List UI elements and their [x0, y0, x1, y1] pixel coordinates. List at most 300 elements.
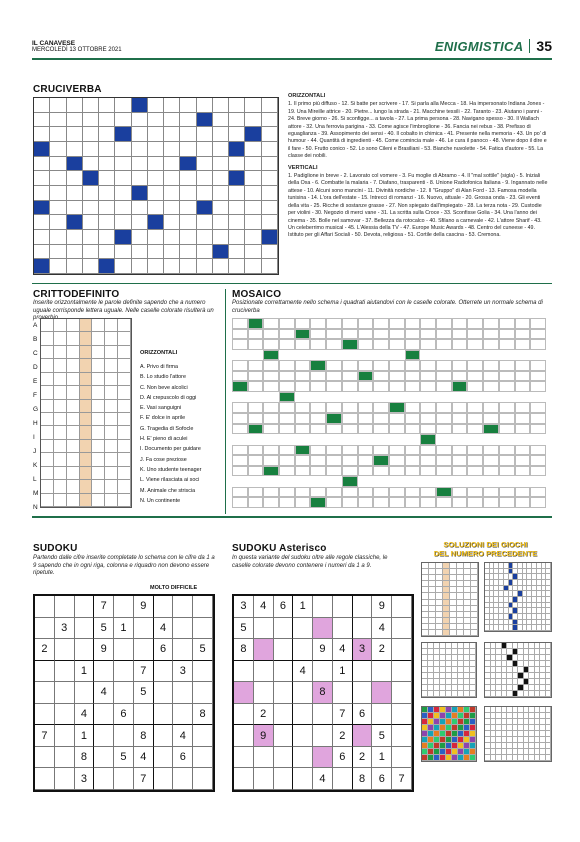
crossword-cell[interactable]: [164, 201, 180, 216]
sudoku-cell[interactable]: [35, 768, 55, 790]
crittodefinito-cell[interactable]: [67, 440, 80, 453]
sudoku-asterisco-cell[interactable]: [293, 768, 313, 790]
crittodefinito-highlight-cell[interactable]: [80, 480, 93, 493]
crossword-cell[interactable]: [164, 230, 180, 245]
crossword-cell[interactable]: [245, 171, 261, 186]
crittodefinito-cell[interactable]: [67, 332, 80, 345]
crossword-cell[interactable]: [67, 259, 83, 274]
sudoku-asterisco-cell[interactable]: [293, 639, 313, 661]
crossword-cell[interactable]: [132, 157, 148, 172]
crossword-cell[interactable]: [34, 245, 50, 260]
crossword-cell[interactable]: [83, 230, 99, 245]
crossword-cell[interactable]: [83, 142, 99, 157]
sudoku-asterisco-cell[interactable]: [353, 725, 373, 747]
crossword-cell[interactable]: [180, 215, 196, 230]
sudoku-cell[interactable]: [134, 704, 154, 726]
crossword-cell[interactable]: [262, 259, 278, 274]
crittodefinito-cell[interactable]: [41, 426, 54, 439]
crittodefinito-cell[interactable]: [54, 440, 67, 453]
crossword-cell[interactable]: [262, 171, 278, 186]
sudoku-cell[interactable]: [193, 682, 213, 704]
sudoku-cell[interactable]: [75, 618, 95, 640]
sudoku-asterisco-cell[interactable]: [353, 618, 373, 640]
crittodefinito-cell[interactable]: [92, 413, 105, 426]
crittodefinito-cell[interactable]: [54, 413, 67, 426]
crittodefinito-cell[interactable]: [41, 480, 54, 493]
crittodefinito-cell[interactable]: [54, 400, 67, 413]
crossword-cell[interactable]: [148, 245, 164, 260]
crossword-cell[interactable]: [148, 127, 164, 142]
crossword-cell[interactable]: [83, 215, 99, 230]
crossword-cell[interactable]: [164, 186, 180, 201]
sudoku-asterisco-cell[interactable]: [234, 768, 254, 790]
sudoku-asterisco-cell[interactable]: [234, 682, 254, 704]
crittodefinito-cell[interactable]: [54, 467, 67, 480]
crittodefinito-cell[interactable]: [105, 359, 118, 372]
sudoku-cell[interactable]: [35, 747, 55, 769]
crittodefinito-cell[interactable]: [41, 359, 54, 372]
crittodefinito-highlight-cell[interactable]: [80, 373, 93, 386]
sudoku-cell[interactable]: [193, 768, 213, 790]
crossword-cell[interactable]: [197, 245, 213, 260]
crittodefinito-cell[interactable]: [54, 346, 67, 359]
crittodefinito-cell[interactable]: [41, 413, 54, 426]
crossword-cell[interactable]: [115, 113, 131, 128]
crossword-cell[interactable]: [180, 201, 196, 216]
crossword-cell[interactable]: [197, 215, 213, 230]
sudoku-asterisco-cell[interactable]: [333, 768, 353, 790]
sudoku-cell[interactable]: [154, 682, 174, 704]
crossword-cell[interactable]: [99, 171, 115, 186]
crittodefinito-cell[interactable]: [67, 480, 80, 493]
crittodefinito-cell[interactable]: [92, 319, 105, 332]
crossword-cell[interactable]: [262, 201, 278, 216]
crittodefinito-cell[interactable]: [92, 453, 105, 466]
sudoku-asterisco-cell[interactable]: [353, 596, 373, 618]
crossword-cell[interactable]: [213, 157, 229, 172]
sudoku-cell[interactable]: [35, 704, 55, 726]
crossword-cell[interactable]: [115, 142, 131, 157]
crossword-cell[interactable]: [229, 259, 245, 274]
crossword-cell[interactable]: [99, 201, 115, 216]
crossword-cell[interactable]: [148, 186, 164, 201]
sudoku-asterisco-cell[interactable]: [274, 704, 294, 726]
crittodefinito-highlight-cell[interactable]: [80, 319, 93, 332]
crossword-cell[interactable]: [245, 215, 261, 230]
sudoku-asterisco-cell[interactable]: [333, 682, 353, 704]
crossword-cell[interactable]: [197, 142, 213, 157]
sudoku-cell[interactable]: [114, 596, 134, 618]
crittodefinito-cell[interactable]: [118, 453, 131, 466]
crossword-cell[interactable]: [132, 171, 148, 186]
crossword-cell[interactable]: [262, 215, 278, 230]
crossword-cell[interactable]: [148, 259, 164, 274]
sudoku-cell[interactable]: [193, 747, 213, 769]
crossword-cell[interactable]: [50, 186, 66, 201]
crittodefinito-cell[interactable]: [54, 426, 67, 439]
crittodefinito-cell[interactable]: [105, 332, 118, 345]
crittodefinito-highlight-cell[interactable]: [80, 426, 93, 439]
crittodefinito-cell[interactable]: [105, 413, 118, 426]
crittodefinito-cell[interactable]: [41, 453, 54, 466]
crossword-cell[interactable]: [164, 113, 180, 128]
sudoku-cell[interactable]: [134, 618, 154, 640]
sudoku-cell[interactable]: [134, 639, 154, 661]
crossword-cell[interactable]: [180, 245, 196, 260]
sudoku-grid[interactable]: [33, 594, 215, 792]
crittodefinito-cell[interactable]: [54, 480, 67, 493]
crossword-cell[interactable]: [164, 127, 180, 142]
crittodefinito-cell[interactable]: [92, 332, 105, 345]
crossword-cell[interactable]: [99, 127, 115, 142]
crossword-cell[interactable]: [50, 113, 66, 128]
crossword-cell[interactable]: [99, 230, 115, 245]
sudoku-cell[interactable]: [94, 747, 114, 769]
sudoku-asterisco-cell[interactable]: [274, 618, 294, 640]
crossword-cell[interactable]: [132, 142, 148, 157]
sudoku-asterisco-cell[interactable]: [293, 725, 313, 747]
crittodefinito-cell[interactable]: [67, 373, 80, 386]
crossword-cell[interactable]: [148, 157, 164, 172]
crittodefinito-cell[interactable]: [118, 480, 131, 493]
sudoku-asterisco-cell[interactable]: [293, 704, 313, 726]
crossword-cell[interactable]: [99, 142, 115, 157]
crittodefinito-cell[interactable]: [105, 480, 118, 493]
crittodefinito-cell[interactable]: [67, 426, 80, 439]
crittodefinito-cell[interactable]: [105, 467, 118, 480]
crossword-cell[interactable]: [99, 98, 115, 113]
crittodefinito-highlight-cell[interactable]: [80, 359, 93, 372]
crossword-cell[interactable]: [34, 230, 50, 245]
crittodefinito-cell[interactable]: [105, 453, 118, 466]
crittodefinito-highlight-cell[interactable]: [80, 400, 93, 413]
crittodefinito-cell[interactable]: [118, 413, 131, 426]
crossword-cell[interactable]: [67, 186, 83, 201]
crossword-cell[interactable]: [180, 142, 196, 157]
crossword-cell[interactable]: [245, 201, 261, 216]
crossword-cell[interactable]: [50, 157, 66, 172]
crossword-cell[interactable]: [245, 259, 261, 274]
sudoku-cell[interactable]: [94, 661, 114, 683]
crossword-cell[interactable]: [115, 171, 131, 186]
crossword-cell[interactable]: [50, 171, 66, 186]
crittodefinito-cell[interactable]: [118, 319, 131, 332]
crossword-cell[interactable]: [50, 230, 66, 245]
crittodefinito-highlight-cell[interactable]: [80, 346, 93, 359]
crittodefinito-cell[interactable]: [54, 386, 67, 399]
crossword-cell[interactable]: [148, 98, 164, 113]
mosaico-grid[interactable]: [232, 318, 546, 508]
crittodefinito-highlight-cell[interactable]: [80, 386, 93, 399]
crossword-cell[interactable]: [213, 171, 229, 186]
sudoku-asterisco-cell[interactable]: [254, 682, 274, 704]
crossword-cell[interactable]: [34, 127, 50, 142]
crittodefinito-cell[interactable]: [67, 386, 80, 399]
sudoku-asterisco-cell[interactable]: [274, 768, 294, 790]
sudoku-cell[interactable]: [173, 704, 193, 726]
crossword-cell[interactable]: [229, 127, 245, 142]
sudoku-cell[interactable]: [154, 661, 174, 683]
crossword-cell[interactable]: [50, 142, 66, 157]
crittodefinito-cell[interactable]: [41, 467, 54, 480]
crittodefinito-cell[interactable]: [67, 319, 80, 332]
sudoku-asterisco-cell[interactable]: [234, 704, 254, 726]
crittodefinito-cell[interactable]: [41, 346, 54, 359]
crossword-cell[interactable]: [148, 230, 164, 245]
sudoku-asterisco-cell[interactable]: [333, 596, 353, 618]
crossword-cell[interactable]: [164, 98, 180, 113]
crossword-cell[interactable]: [262, 186, 278, 201]
sudoku-cell[interactable]: [154, 596, 174, 618]
sudoku-asterisco-cell[interactable]: [392, 725, 412, 747]
sudoku-asterisco-cell[interactable]: [313, 596, 333, 618]
crossword-cell[interactable]: [262, 157, 278, 172]
sudoku-cell[interactable]: [193, 725, 213, 747]
crossword-cell[interactable]: [197, 259, 213, 274]
crittodefinito-highlight-cell[interactable]: [80, 467, 93, 480]
crossword-cell[interactable]: [132, 215, 148, 230]
crittodefinito-cell[interactable]: [54, 332, 67, 345]
crittodefinito-cell[interactable]: [118, 400, 131, 413]
crittodefinito-cell[interactable]: [105, 426, 118, 439]
crossword-cell[interactable]: [229, 186, 245, 201]
crittodefinito-cell[interactable]: [54, 359, 67, 372]
sudoku-asterisco-cell[interactable]: [392, 747, 412, 769]
crossword-cell[interactable]: [34, 186, 50, 201]
crossword-cell[interactable]: [245, 157, 261, 172]
crossword-cell[interactable]: [245, 230, 261, 245]
sudoku-cell[interactable]: [94, 768, 114, 790]
sudoku-cell[interactable]: [173, 596, 193, 618]
crittodefinito-cell[interactable]: [54, 494, 67, 507]
sudoku-cell[interactable]: [114, 725, 134, 747]
sudoku-cell[interactable]: [75, 596, 95, 618]
crossword-cell[interactable]: [83, 98, 99, 113]
crossword-cell[interactable]: [67, 142, 83, 157]
crossword-cell[interactable]: [164, 215, 180, 230]
crossword-cell[interactable]: [148, 113, 164, 128]
crossword-grid[interactable]: [33, 97, 279, 275]
sudoku-cell[interactable]: [114, 661, 134, 683]
sudoku-cell[interactable]: [154, 704, 174, 726]
sudoku-cell[interactable]: [35, 661, 55, 683]
crossword-cell[interactable]: [180, 230, 196, 245]
crossword-cell[interactable]: [213, 201, 229, 216]
crossword-cell[interactable]: [99, 245, 115, 260]
sudoku-asterisco-cell[interactable]: [353, 682, 373, 704]
crittodefinito-cell[interactable]: [105, 494, 118, 507]
crittodefinito-cell[interactable]: [118, 332, 131, 345]
crittodefinito-grid[interactable]: [40, 318, 132, 508]
sudoku-asterisco-grid[interactable]: [232, 594, 414, 792]
crossword-cell[interactable]: [262, 142, 278, 157]
crossword-cell[interactable]: [229, 113, 245, 128]
crittodefinito-cell[interactable]: [67, 359, 80, 372]
crossword-cell[interactable]: [245, 186, 261, 201]
sudoku-asterisco-cell[interactable]: [372, 704, 392, 726]
crittodefinito-cell[interactable]: [118, 386, 131, 399]
sudoku-cell[interactable]: [193, 618, 213, 640]
crittodefinito-cell[interactable]: [54, 453, 67, 466]
crittodefinito-cell[interactable]: [41, 332, 54, 345]
sudoku-asterisco-cell[interactable]: [254, 747, 274, 769]
crittodefinito-cell[interactable]: [92, 494, 105, 507]
crossword-cell[interactable]: [213, 230, 229, 245]
crossword-cell[interactable]: [115, 186, 131, 201]
crittodefinito-cell[interactable]: [118, 440, 131, 453]
crossword-cell[interactable]: [164, 259, 180, 274]
crossword-cell[interactable]: [180, 171, 196, 186]
crittodefinito-cell[interactable]: [54, 319, 67, 332]
sudoku-cell[interactable]: [94, 704, 114, 726]
crossword-cell[interactable]: [213, 186, 229, 201]
crittodefinito-cell[interactable]: [92, 359, 105, 372]
sudoku-cell[interactable]: [173, 768, 193, 790]
crittodefinito-cell[interactable]: [118, 467, 131, 480]
sudoku-asterisco-cell[interactable]: [333, 618, 353, 640]
sudoku-asterisco-cell[interactable]: [313, 725, 333, 747]
crossword-cell[interactable]: [197, 157, 213, 172]
crittodefinito-highlight-cell[interactable]: [80, 332, 93, 345]
crossword-cell[interactable]: [34, 98, 50, 113]
sudoku-cell[interactable]: [55, 725, 75, 747]
sudoku-asterisco-cell[interactable]: [372, 661, 392, 683]
sudoku-cell[interactable]: [35, 682, 55, 704]
crossword-cell[interactable]: [67, 245, 83, 260]
crossword-cell[interactable]: [83, 157, 99, 172]
sudoku-cell[interactable]: [154, 725, 174, 747]
sudoku-asterisco-cell[interactable]: [313, 704, 333, 726]
sudoku-asterisco-cell[interactable]: [234, 747, 254, 769]
crittodefinito-cell[interactable]: [41, 400, 54, 413]
sudoku-cell[interactable]: [55, 682, 75, 704]
sudoku-cell[interactable]: [55, 768, 75, 790]
sudoku-cell[interactable]: [94, 725, 114, 747]
crittodefinito-cell[interactable]: [92, 373, 105, 386]
crossword-cell[interactable]: [115, 98, 131, 113]
crossword-cell[interactable]: [67, 127, 83, 142]
crossword-cell[interactable]: [67, 113, 83, 128]
crossword-cell[interactable]: [213, 259, 229, 274]
crossword-cell[interactable]: [115, 259, 131, 274]
crossword-cell[interactable]: [67, 98, 83, 113]
crossword-cell[interactable]: [50, 259, 66, 274]
sudoku-cell[interactable]: [55, 747, 75, 769]
crossword-cell[interactable]: [245, 113, 261, 128]
crossword-cell[interactable]: [50, 215, 66, 230]
crossword-cell[interactable]: [115, 157, 131, 172]
crossword-cell[interactable]: [83, 186, 99, 201]
crittodefinito-cell[interactable]: [41, 373, 54, 386]
crittodefinito-cell[interactable]: [92, 386, 105, 399]
sudoku-asterisco-cell[interactable]: [313, 618, 333, 640]
crossword-cell[interactable]: [197, 230, 213, 245]
sudoku-asterisco-cell[interactable]: [254, 639, 274, 661]
sudoku-cell[interactable]: [75, 639, 95, 661]
crossword-cell[interactable]: [213, 215, 229, 230]
crossword-cell[interactable]: [83, 259, 99, 274]
crossword-cell[interactable]: [148, 142, 164, 157]
sudoku-asterisco-cell[interactable]: [392, 639, 412, 661]
sudoku-asterisco-cell[interactable]: [313, 661, 333, 683]
sudoku-asterisco-cell[interactable]: [392, 661, 412, 683]
crossword-cell[interactable]: [229, 230, 245, 245]
sudoku-asterisco-cell[interactable]: [254, 768, 274, 790]
crossword-cell[interactable]: [34, 171, 50, 186]
crossword-cell[interactable]: [164, 171, 180, 186]
crossword-cell[interactable]: [67, 201, 83, 216]
crossword-cell[interactable]: [83, 127, 99, 142]
sudoku-asterisco-cell[interactable]: [392, 704, 412, 726]
crossword-cell[interactable]: [229, 215, 245, 230]
crossword-cell[interactable]: [83, 201, 99, 216]
sudoku-asterisco-cell[interactable]: [392, 618, 412, 640]
crossword-cell[interactable]: [262, 113, 278, 128]
crossword-cell[interactable]: [148, 171, 164, 186]
crossword-cell[interactable]: [132, 230, 148, 245]
crittodefinito-cell[interactable]: [41, 440, 54, 453]
crittodefinito-cell[interactable]: [67, 413, 80, 426]
crittodefinito-highlight-cell[interactable]: [80, 453, 93, 466]
crittodefinito-cell[interactable]: [105, 373, 118, 386]
crossword-cell[interactable]: [164, 142, 180, 157]
crittodefinito-cell[interactable]: [105, 386, 118, 399]
crittodefinito-cell[interactable]: [105, 346, 118, 359]
sudoku-cell[interactable]: [55, 704, 75, 726]
sudoku-asterisco-cell[interactable]: [234, 725, 254, 747]
sudoku-cell[interactable]: [55, 596, 75, 618]
sudoku-asterisco-cell[interactable]: [392, 682, 412, 704]
crossword-cell[interactable]: [115, 245, 131, 260]
sudoku-cell[interactable]: [154, 768, 174, 790]
sudoku-asterisco-cell[interactable]: [293, 747, 313, 769]
crossword-cell[interactable]: [115, 215, 131, 230]
crittodefinito-cell[interactable]: [41, 494, 54, 507]
crittodefinito-cell[interactable]: [41, 386, 54, 399]
sudoku-asterisco-cell[interactable]: [234, 661, 254, 683]
sudoku-asterisco-cell[interactable]: [392, 596, 412, 618]
crossword-cell[interactable]: [67, 171, 83, 186]
crittodefinito-cell[interactable]: [67, 453, 80, 466]
crittodefinito-cell[interactable]: [118, 359, 131, 372]
crossword-cell[interactable]: [164, 157, 180, 172]
crossword-cell[interactable]: [99, 186, 115, 201]
crossword-cell[interactable]: [197, 171, 213, 186]
crossword-cell[interactable]: [67, 230, 83, 245]
crossword-cell[interactable]: [99, 157, 115, 172]
crossword-cell[interactable]: [180, 113, 196, 128]
crossword-cell[interactable]: [180, 98, 196, 113]
sudoku-cell[interactable]: [114, 768, 134, 790]
sudoku-cell[interactable]: [75, 682, 95, 704]
crossword-cell[interactable]: [213, 142, 229, 157]
crittodefinito-cell[interactable]: [92, 400, 105, 413]
crittodefinito-highlight-cell[interactable]: [80, 440, 93, 453]
crossword-cell[interactable]: [50, 245, 66, 260]
crittodefinito-cell[interactable]: [105, 319, 118, 332]
crittodefinito-cell[interactable]: [118, 346, 131, 359]
crittodefinito-cell[interactable]: [118, 373, 131, 386]
crossword-cell[interactable]: [50, 127, 66, 142]
crossword-cell[interactable]: [262, 245, 278, 260]
sudoku-cell[interactable]: [193, 661, 213, 683]
crossword-cell[interactable]: [180, 259, 196, 274]
crittodefinito-cell[interactable]: [92, 480, 105, 493]
crittodefinito-cell[interactable]: [92, 346, 105, 359]
crittodefinito-highlight-cell[interactable]: [80, 413, 93, 426]
crittodefinito-cell[interactable]: [105, 440, 118, 453]
crittodefinito-cell[interactable]: [67, 494, 80, 507]
